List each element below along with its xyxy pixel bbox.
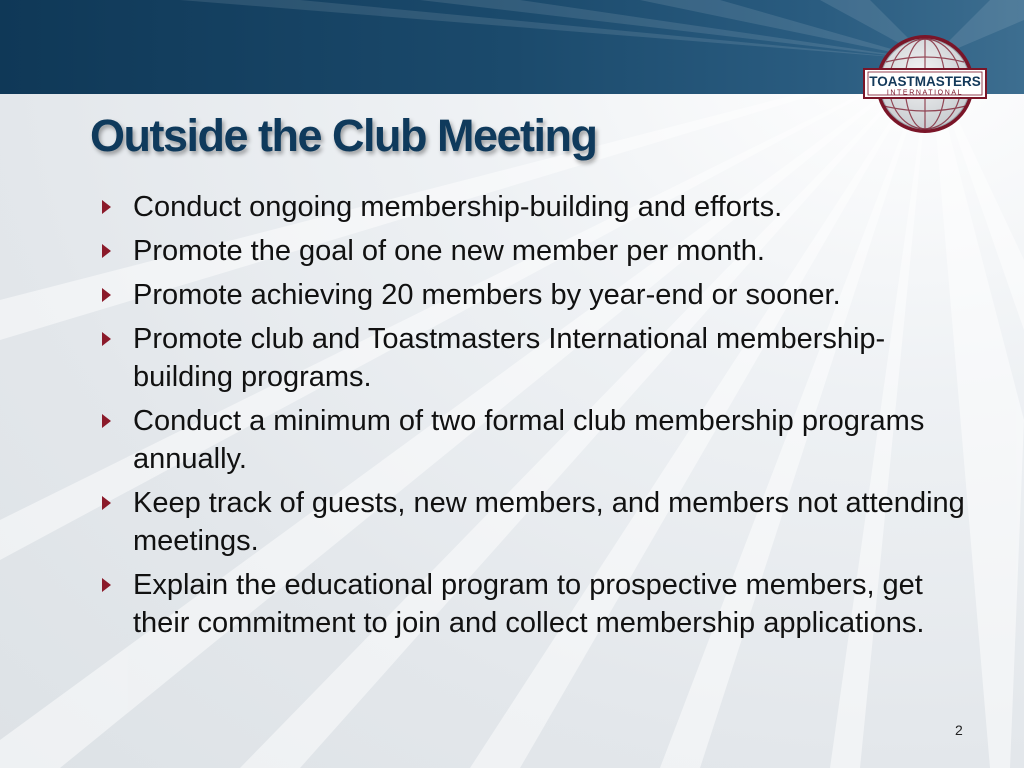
bullet-arrow-icon [102,414,111,428]
bullet-arrow-icon [102,578,111,592]
bullet-item [100,566,980,642]
toastmasters-logo [862,32,988,136]
bullet-item [100,402,980,478]
bullet-text: Promote achieving 20 members by year-end or sooner. [133,279,841,311]
logo-text-line2: INTERNATIONAL [886,89,964,97]
bullet-text: Promote the goal of one new member per month. [133,235,765,267]
bullet-arrow-icon [102,496,111,510]
bullet-text: Keep track of guests, new members, and members not attending meetings. [133,487,965,557]
bullet-text: Promote club and Toastmasters International membership-building programs. [133,323,886,393]
globe-logo-icon [862,32,988,136]
bullet-text: Conduct a minimum of two formal club membership programs annually. [133,405,925,475]
bullet-text: Explain the educational program to prospective members, get their commitment to join and collect membership applications. [133,569,925,639]
bullet-arrow-icon [102,288,111,302]
bullet-text: Conduct ongoing membership-building and efforts. [133,191,783,223]
bullet-item [100,188,980,226]
bullet-item [100,276,980,314]
bullet-list [100,188,980,648]
logo-text-line1: TOASTMASTERS [869,74,981,89]
bullet-arrow-icon [102,332,111,346]
page-number: 2 [955,722,963,738]
bullet-item [100,232,980,270]
bullet-arrow-icon [102,200,111,214]
bullet-item [100,484,980,560]
bullet-item [100,320,980,396]
slide-title: Outside the Club Meeting [90,110,597,161]
bullet-arrow-icon [102,244,111,258]
